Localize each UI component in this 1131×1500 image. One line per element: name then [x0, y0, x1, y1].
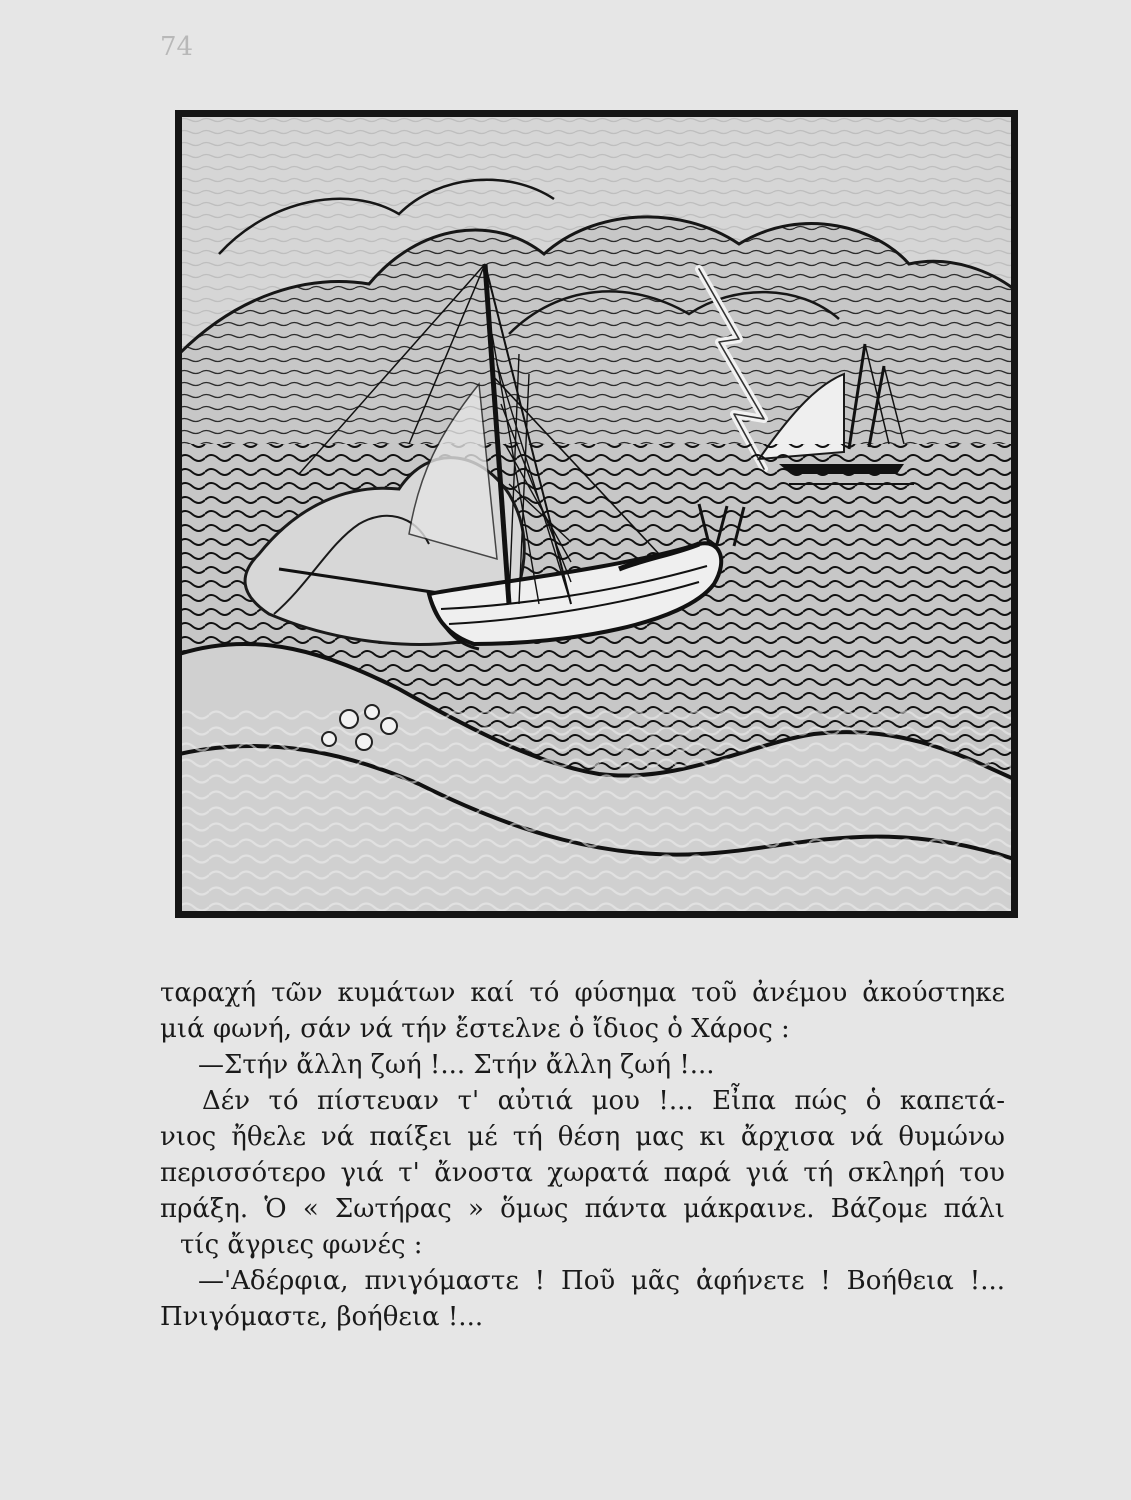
page-number: 74 [160, 32, 194, 62]
text-line: —'Αδέρφια, πνιγόμαστε ! Ποῦ μᾶς ἀφήνετε ! Βοήθεια !... [198, 1266, 1005, 1296]
text-line: τίς ἄγριες φωνές : [180, 1230, 423, 1260]
story-text [160, 975, 1005, 1335]
text-line: Δέν τό πίστευαν τ' αὐτιά μου !... Εἶπα πώς ὁ καπετά- [202, 1086, 1005, 1116]
text-line: ταραχή τῶν κυμάτων καί τό φύσημα τοῦ ἀνέμου ἀκούστηκε [160, 978, 1005, 1008]
text-line: νιος ἤθελε νά παίξει μέ τή θέση μας κι ἄρχισα νά θυμώνω [160, 1122, 1005, 1152]
woodcut-svg [179, 114, 1014, 914]
text-line: πράξη. Ὁ « Σωτήρας » ὅμως πάντα μάκραινε. Βάζομε πάλι [160, 1194, 1005, 1224]
text-line: μιά φωνή, σάν νά τήν ἔστελνε ὁ ἴδιος ὁ Χάρος : [160, 1014, 790, 1044]
storm-sailboat-illustration [175, 110, 1018, 918]
text-line: —Στήν ἄλλη ζωή !... Στήν ἄλλη ζωή !... [198, 1050, 715, 1080]
text-line: Πνιγόμαστε, βοήθεια !... [160, 1302, 484, 1332]
text-line: περισσότερο γιά τ' ἄνοστα χωρατά παρά γιά τή σκληρή του [160, 1158, 1005, 1188]
